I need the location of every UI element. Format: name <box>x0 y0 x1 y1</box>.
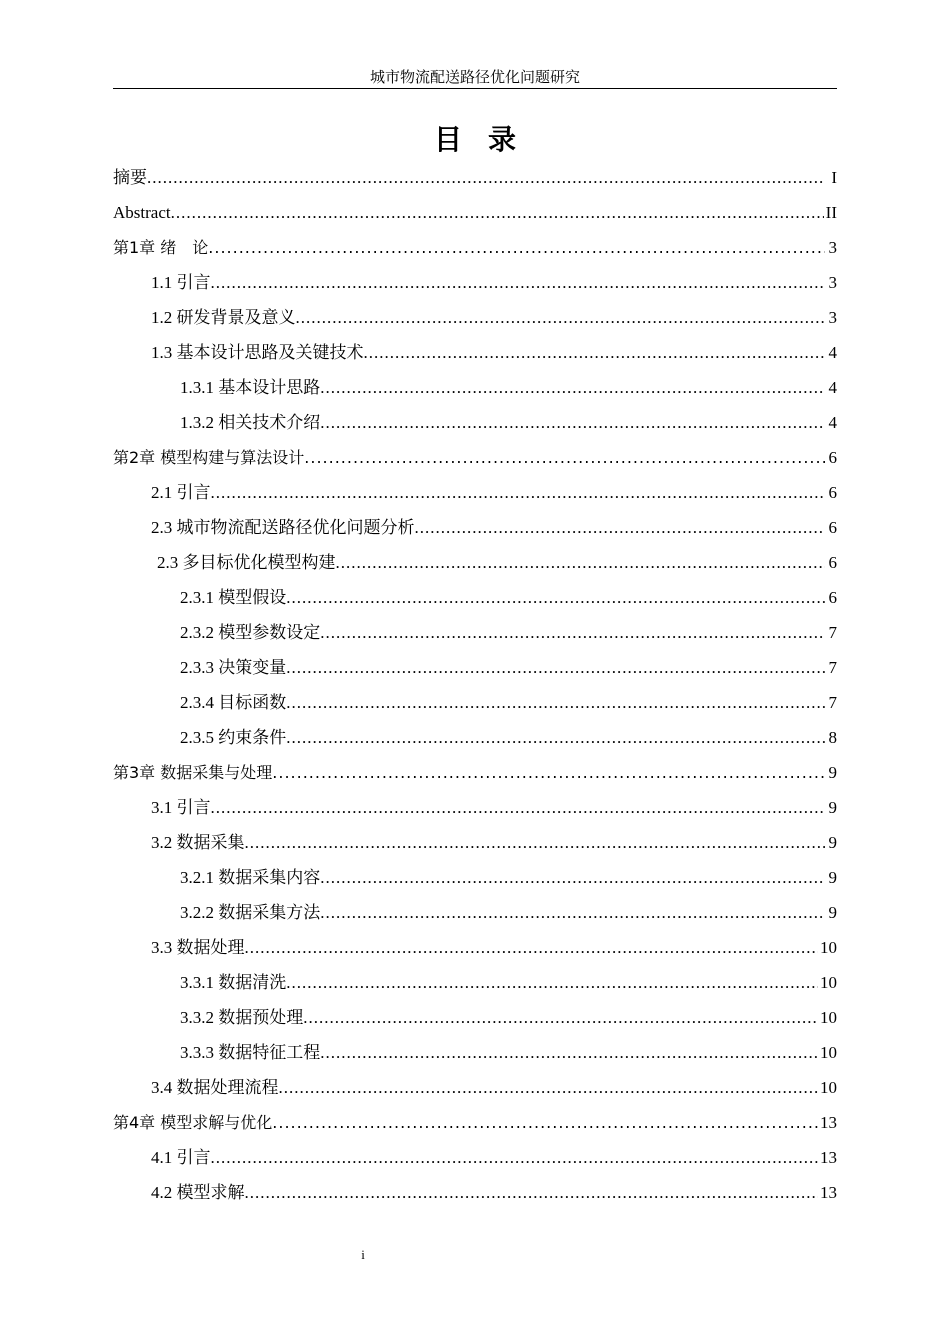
dot-leader <box>272 755 825 790</box>
table-of-contents <box>113 160 837 1210</box>
dot-leader <box>320 405 825 440</box>
toc-entry[interactable] <box>113 860 837 895</box>
toc-entry-page: 4 <box>828 343 837 362</box>
toc-entry-label: 1.3.1 基本设计思路 <box>180 378 321 397</box>
toc-entry-page: 7 <box>828 693 837 712</box>
toc-entry-page: 6 <box>828 588 837 607</box>
toc-entry-page: 10 <box>820 1043 837 1062</box>
toc-entry[interactable] <box>113 965 837 1000</box>
dot-leader <box>304 440 825 475</box>
toc-entry-label: 3.3.1 数据清洗 <box>180 973 287 992</box>
toc-entry-page: 6 <box>828 448 837 467</box>
toc-entry-label: 3.2.1 数据采集内容 <box>180 868 321 887</box>
toc-entry-label: 4.1 引言 <box>151 1148 211 1167</box>
dot-leader <box>303 1000 818 1035</box>
toc-entry-label: 2.3.4 目标函数 <box>180 693 287 712</box>
toc-entry-page: 10 <box>820 938 837 957</box>
toc-title <box>113 120 837 160</box>
toc-entry-page: 10 <box>820 1078 837 1097</box>
toc-entry-page: 6 <box>828 483 837 502</box>
toc-entry-page: 9 <box>828 868 837 887</box>
dot-leader <box>211 475 826 510</box>
dot-leader <box>211 790 826 825</box>
toc-entry[interactable] <box>113 440 837 475</box>
toc-entry-label: 第4章 模型求解与优化 <box>113 1113 273 1132</box>
dot-leader <box>272 1105 818 1140</box>
page-number: i <box>361 1247 365 1262</box>
toc-entry[interactable] <box>113 685 837 720</box>
toc-entry[interactable] <box>113 475 837 510</box>
toc-entry[interactable] <box>113 195 837 230</box>
toc-title-char-2: 录 <box>488 123 517 156</box>
dot-leader <box>364 335 826 370</box>
dot-leader <box>296 300 826 335</box>
toc-entry-label: 2.3 城市物流配送路径优化问题分析 <box>151 518 415 537</box>
dot-leader <box>286 965 818 1000</box>
dot-leader <box>286 685 825 720</box>
toc-entry[interactable] <box>113 790 837 825</box>
toc-entry-page: 7 <box>828 658 837 677</box>
toc-entry-label: 1.3.2 相关技术介绍 <box>180 413 321 432</box>
toc-entry-label: 第1章 绪 论 <box>113 238 209 257</box>
toc-entry-page: 4 <box>828 378 837 397</box>
dot-leader <box>286 720 825 755</box>
toc-entry-label: 2.3.1 模型假设 <box>180 588 287 607</box>
toc-entry-label: 第2章 模型构建与算法设计 <box>113 448 305 467</box>
toc-entry-label: 2.1 引言 <box>151 483 211 502</box>
toc-entry[interactable] <box>113 510 837 545</box>
toc-entry-page: 13 <box>820 1183 837 1202</box>
dot-leader <box>245 930 819 965</box>
toc-entry[interactable] <box>113 1035 837 1070</box>
toc-entry[interactable] <box>113 545 837 580</box>
toc-entry-page: 10 <box>820 1008 837 1027</box>
dot-leader <box>336 545 826 580</box>
toc-entry-page: 6 <box>828 518 837 537</box>
toc-entry-label: 1.1 引言 <box>151 273 211 292</box>
dot-leader <box>211 1140 819 1175</box>
dot-leader <box>415 510 826 545</box>
toc-entry-page: 7 <box>828 623 837 642</box>
toc-entry-label: 3.3.3 数据特征工程 <box>180 1043 321 1062</box>
dot-leader <box>320 860 825 895</box>
dot-leader <box>320 370 825 405</box>
toc-entry[interactable] <box>113 580 837 615</box>
toc-entry-page: 13 <box>820 1113 837 1132</box>
toc-entry-label: 3.2 数据采集 <box>151 833 245 852</box>
toc-entry-label: 4.2 模型求解 <box>151 1183 245 1202</box>
dot-leader <box>279 1070 819 1105</box>
dot-leader <box>208 230 825 265</box>
toc-entry-label: 2.3.2 模型参数设定 <box>180 623 321 642</box>
toc-entry-page: 10 <box>820 973 837 992</box>
toc-entry[interactable] <box>113 825 837 860</box>
toc-entry-page: 4 <box>828 413 837 432</box>
toc-entry-page: I <box>831 168 837 187</box>
toc-entry-label: 3.2.2 数据采集方法 <box>180 903 321 922</box>
toc-entry-label: 摘要 <box>113 168 147 187</box>
toc-entry[interactable] <box>113 615 837 650</box>
toc-entry-page: 3 <box>828 273 837 292</box>
dot-leader <box>245 825 826 860</box>
toc-entry[interactable] <box>113 930 837 965</box>
toc-entry-page: 9 <box>828 798 837 817</box>
dot-leader <box>147 160 825 195</box>
toc-entry-page: 9 <box>828 833 837 852</box>
toc-entry-page: 6 <box>828 553 837 572</box>
toc-entry-label: Abstract <box>113 203 171 222</box>
toc-entry-label: 2.3 多目标优化模型构建 <box>157 553 336 572</box>
toc-entry[interactable] <box>113 370 837 405</box>
dot-leader <box>286 580 825 615</box>
toc-entry-label: 2.3.3 决策变量 <box>180 658 287 677</box>
toc-entry-page: 13 <box>820 1148 837 1167</box>
toc-entry[interactable] <box>113 1140 837 1175</box>
toc-entry-label: 第3章 数据采集与处理 <box>113 763 273 782</box>
toc-entry[interactable] <box>113 405 837 440</box>
toc-entry[interactable] <box>113 1070 837 1105</box>
toc-title-char-1: 目 <box>433 123 462 156</box>
dot-leader <box>320 615 825 650</box>
header-rule <box>113 88 837 89</box>
toc-entry[interactable] <box>113 1000 837 1035</box>
toc-entry-page: 3 <box>828 308 837 327</box>
toc-entry[interactable] <box>113 895 837 930</box>
toc-entry-page: 3 <box>828 238 837 257</box>
toc-entry-label: 3.3 数据处理 <box>151 938 245 957</box>
dot-leader <box>245 1175 819 1210</box>
toc-entry-label: 3.3.2 数据预处理 <box>180 1008 304 1027</box>
dot-leader <box>320 895 825 930</box>
toc-entry[interactable] <box>113 300 837 335</box>
running-header: 城市物流配送路径优化问题研究 <box>369 70 580 86</box>
toc-entry[interactable] <box>113 1105 837 1140</box>
toc-entry[interactable] <box>113 650 837 685</box>
toc-entry-page: 9 <box>828 903 837 922</box>
toc-entry[interactable] <box>113 755 837 790</box>
toc-entry-label: 3.4 数据处理流程 <box>151 1078 279 1097</box>
toc-entry-label: 1.3 基本设计思路及关键技术 <box>151 343 364 362</box>
dot-leader <box>320 1035 818 1070</box>
dot-leader <box>211 265 826 300</box>
toc-entry-label: 2.3.5 约束条件 <box>180 728 287 747</box>
toc-entry[interactable] <box>113 160 837 195</box>
toc-entry-page: 8 <box>828 728 837 747</box>
toc-entry-label: 3.1 引言 <box>151 798 211 817</box>
toc-entry[interactable] <box>113 1175 837 1210</box>
toc-entry[interactable] <box>113 230 837 265</box>
toc-entry[interactable] <box>113 265 837 300</box>
toc-entry-page: 9 <box>828 763 837 782</box>
dot-leader <box>286 650 825 685</box>
toc-entry[interactable] <box>113 720 837 755</box>
dot-leader <box>171 195 824 230</box>
toc-entry-page: II <box>825 203 837 222</box>
toc-entry-label: 1.2 研发背景及意义 <box>151 308 296 327</box>
toc-entry[interactable] <box>113 335 837 370</box>
